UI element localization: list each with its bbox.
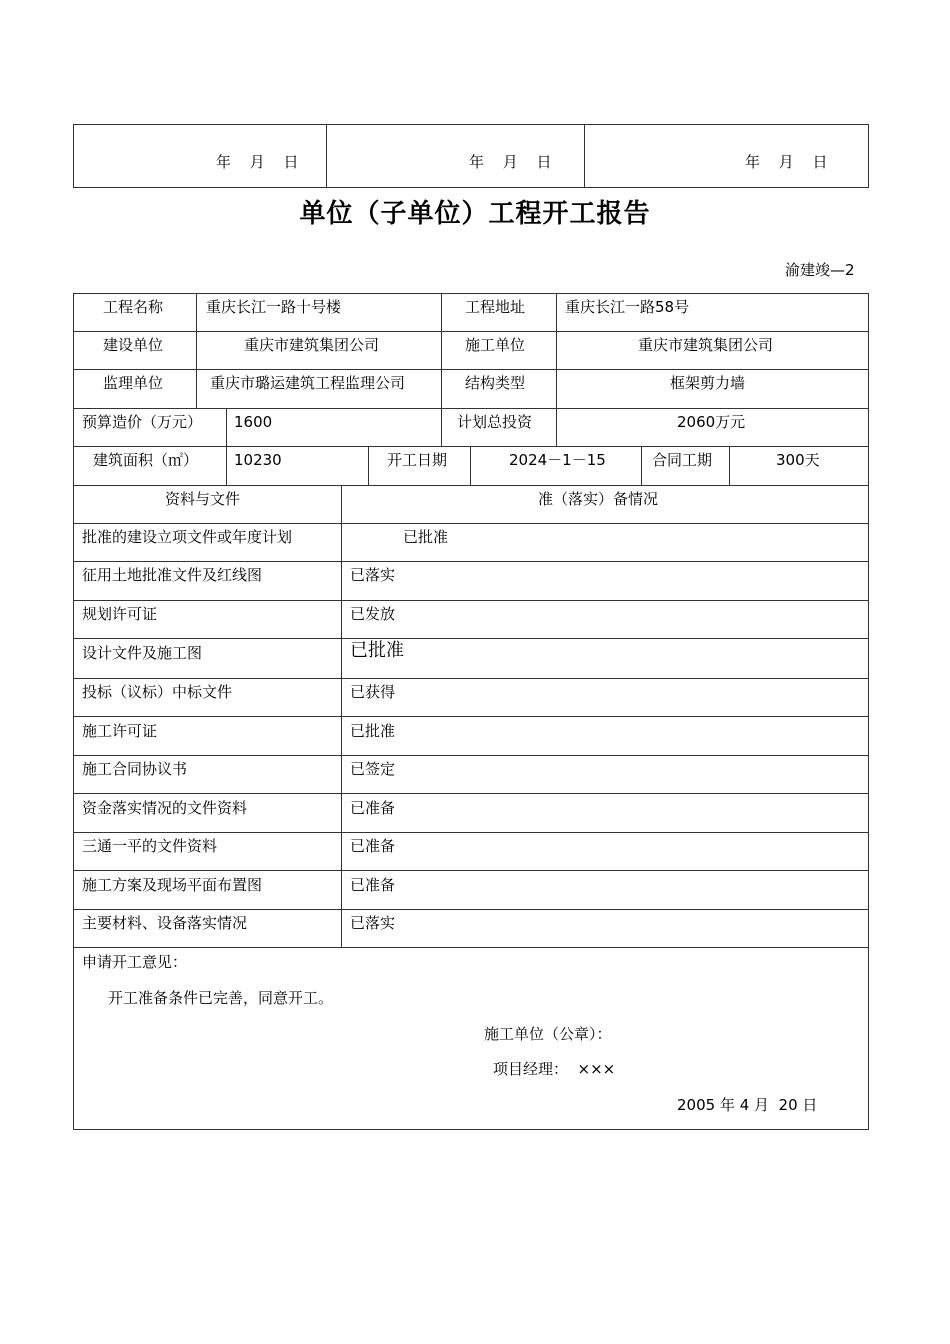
row-line [73, 485, 869, 486]
project-name-value: 重庆长江一路十号楼 [206, 298, 342, 316]
doc-item: 施工合同协议书 [82, 760, 188, 778]
structure-value: 框架剪力墙 [670, 374, 746, 392]
col-line [226, 408, 227, 485]
row-line [73, 870, 869, 871]
doc-item: 投标（议标）中标文件 [82, 683, 233, 701]
project-name-label: 工程名称 [103, 298, 164, 316]
row-line [73, 793, 869, 794]
date-placeholder-1: 年 月 日 [216, 153, 299, 171]
doc-status: 已落实 [350, 914, 396, 932]
doc-item: 主要材料、设备落实情况 [82, 914, 248, 932]
doc-status: 已准备 [350, 837, 396, 855]
doc-item: 设计文件及施工图 [82, 644, 203, 662]
opinion-label: 申请开工意见： [82, 953, 188, 971]
row-line [73, 716, 869, 717]
row-line [73, 947, 869, 948]
row-line [73, 755, 869, 756]
row-line [73, 638, 869, 639]
date-placeholder-2: 年 月 日 [469, 153, 552, 171]
structure-label: 结构类型 [465, 374, 526, 392]
start-date-label: 开工日期 [387, 451, 448, 469]
supervisor-label: 监理单位 [103, 374, 164, 392]
col-line [641, 446, 642, 485]
row-line [73, 832, 869, 833]
doc-status: 已准备 [350, 876, 396, 894]
duration-label: 合同工期 [652, 451, 713, 469]
area-value: 10230 [234, 451, 282, 469]
owner-value: 重庆市建筑集团公司 [244, 336, 380, 354]
docs-header-status: 准（落实）备情况 [538, 490, 659, 508]
contractor-label: 施工单位 [465, 336, 526, 354]
doc-item: 资金落实情况的文件资料 [82, 799, 248, 817]
doc-item: 征用土地批准文件及红线图 [82, 566, 263, 584]
doc-status: 已落实 [350, 566, 396, 584]
supervisor-value: 重庆市璐运建筑工程监理公司 [210, 374, 406, 392]
row-line [73, 909, 869, 910]
col-line [196, 293, 197, 408]
doc-status: 已获得 [350, 683, 396, 701]
opinion-text: 开工准备条件已完善，同意开工。 [108, 989, 334, 1007]
doc-status: 已发放 [350, 605, 396, 623]
doc-status: 已签定 [350, 760, 396, 778]
col-line [729, 446, 730, 485]
row-line [73, 408, 869, 409]
opinion-date: 2005 年 4 月 20 日 [677, 1096, 818, 1114]
divider [584, 124, 585, 188]
col-line [441, 293, 442, 446]
document-title: 单位（子单位）工程开工报告 [299, 199, 651, 229]
row-line [73, 561, 869, 562]
doc-item: 施工许可证 [82, 722, 158, 740]
col-line [470, 446, 471, 485]
form-code: 渝建竣—2 [785, 261, 855, 279]
project-address-value: 重庆长江一路58号 [565, 298, 690, 316]
budget-value: 1600 [234, 413, 273, 431]
doc-item: 批准的建设立项文件或年度计划 [82, 528, 293, 546]
row-line [73, 446, 869, 447]
total-invest-value: 2060万元 [677, 413, 746, 431]
duration-value: 300天 [776, 451, 820, 469]
docs-header-materials: 资料与文件 [165, 490, 241, 508]
row-line [73, 369, 869, 370]
project-manager-line: 项目经理： ××× [493, 1060, 616, 1078]
doc-status: 已批准 [350, 722, 396, 740]
area-label: 建筑面积（㎡） [93, 451, 199, 469]
date-placeholder-3: 年 月 日 [745, 153, 828, 171]
doc-status: 已准备 [350, 799, 396, 817]
row-line [73, 331, 869, 332]
contractor-seal-label: 施工单位（公章）： [484, 1025, 612, 1043]
doc-status: 已批准 [350, 640, 404, 661]
total-invest-label: 计划总投资 [457, 413, 533, 431]
owner-label: 建设单位 [103, 336, 164, 354]
project-address-label: 工程地址 [465, 298, 526, 316]
doc-status: 已批准 [403, 528, 449, 546]
contractor-value: 重庆市建筑集团公司 [638, 336, 774, 354]
col-line [368, 446, 369, 485]
doc-item: 规划许可证 [82, 605, 158, 623]
row-line [73, 600, 869, 601]
doc-item: 三通一平的文件资料 [82, 837, 218, 855]
col-line [341, 485, 342, 947]
doc-item: 施工方案及现场平面布置图 [82, 876, 263, 894]
row-line [73, 523, 869, 524]
start-date-value: 2024－1－15 [509, 451, 606, 469]
divider [326, 124, 327, 188]
col-line [556, 293, 557, 446]
row-line [73, 678, 869, 679]
budget-label: 预算造价（万元） [82, 413, 203, 431]
